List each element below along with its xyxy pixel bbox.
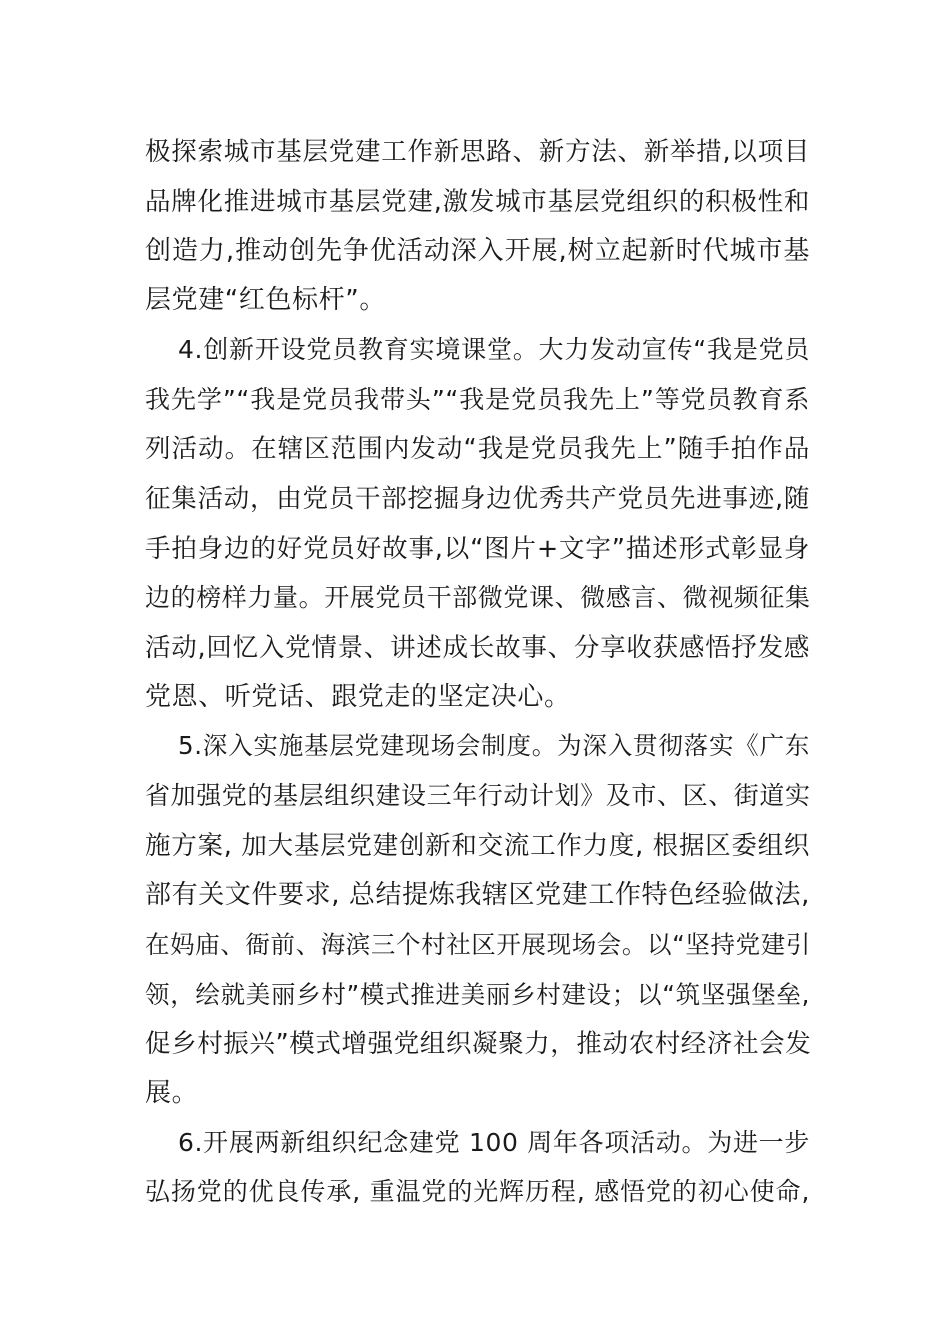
text-line: 列活动。在辖区范围内发动“我是党员我先上”随手拍作品 xyxy=(145,434,810,464)
text-line: 品牌化推进城市基层党建,激发城市基层党组织的积极性和 xyxy=(145,187,810,217)
text-line: 征集活动，由党员干部挖掘身边优秀共产党员先进事迹,随 xyxy=(145,484,810,514)
text-line: 极探索城市基层党建工作新思路、新方法、新举措,以项目 xyxy=(145,137,810,167)
paragraph-heading-4: 4.创新开设党员教育实境课堂。大力发动宣传“我是党员 xyxy=(178,335,810,364)
text-line: 施方案, 加大基层党建创新和交流工作力度, 根据区委组织 xyxy=(145,831,810,861)
text-line: 弘扬党的优良传承, 重温党的光辉历程, 感悟党的初心使命, xyxy=(145,1177,810,1206)
text-line: 促乡村振兴”模式增强党组织凝聚力，推动农村经济社会发 xyxy=(145,1029,812,1059)
paragraph-heading-5: 5.深入实施基层党建现场会制度。为深入贯彻落实《广东 xyxy=(178,731,810,760)
text-line: 领，绘就美丽乡村”模式推进美丽乡村建设；以“筑坚强堡垒, xyxy=(145,980,810,1009)
text-line: 我先学”“我是党员我带头”“我是党员我先上”等党员教育系 xyxy=(145,385,810,414)
text-line: 创造力,推动创先争优活动深入开展,树立起新时代城市基 xyxy=(145,236,810,266)
text-line: 活动,回忆入党情景、讲述成长故事、分享收获感悟抒发感 xyxy=(145,633,810,663)
paragraph-heading-6: 6.开展两新组织纪念建党 100 周年各项活动。为进一步 xyxy=(178,1128,810,1157)
text-line: 边的榜样力量。开展党员干部微党课、微感言、微视频征集 xyxy=(145,583,811,612)
text-line: 层党建“红色标杆”。 xyxy=(145,285,386,315)
text-line: 省加强党的基层组织建设三年行动计划》及市、区、街道实 xyxy=(145,781,811,810)
text-line: 部有关文件要求, 总结提炼我辖区党建工作特色经验做法, xyxy=(145,880,810,910)
text-line: 在妈庙、衙前、海滨三个村社区开展现场会。以“坚持党建引 xyxy=(145,930,811,959)
text-line: 党恩、听党话、跟党走的坚定决心。 xyxy=(145,682,571,712)
text-line: 手拍身边的好党员好故事,以“图片+文字”描述形式彰显身 xyxy=(145,534,810,564)
text-line: 展。 xyxy=(145,1078,199,1108)
